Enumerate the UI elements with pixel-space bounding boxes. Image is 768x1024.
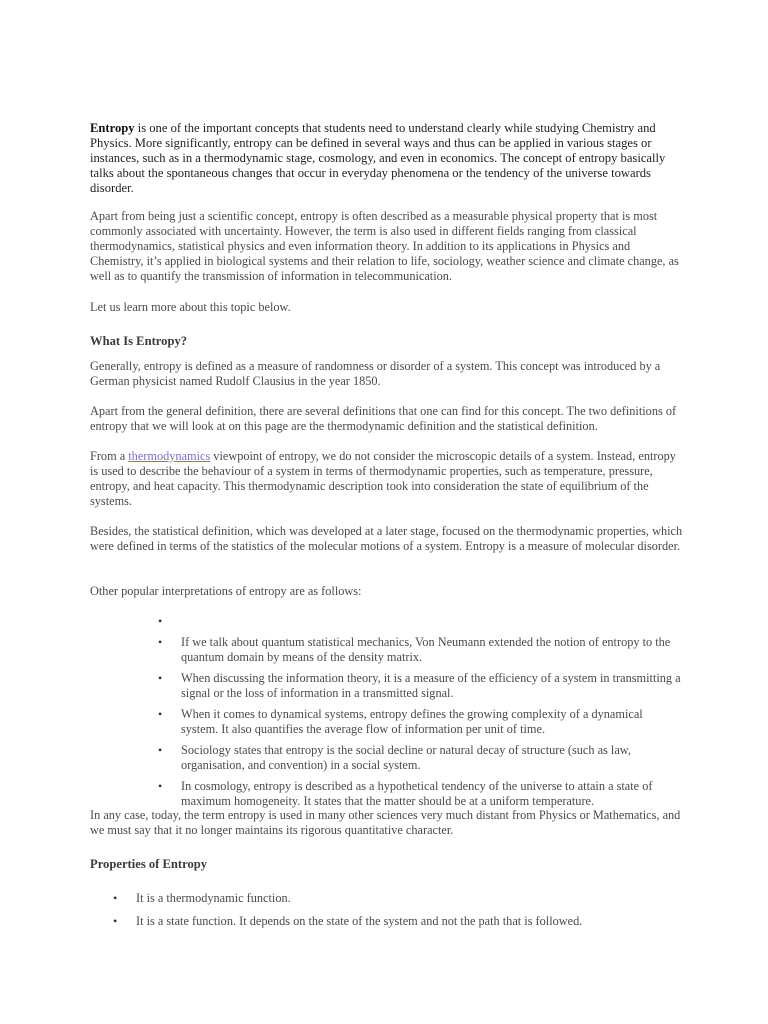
properties-list — [113, 891, 696, 937]
bullet-icon: • — [158, 743, 163, 757]
list-item: • When it comes to dynamical systems, entropy defines the growing complexity of a dynamical system. It also quantifies the average flow of information per unit of time. — [158, 707, 643, 736]
bullet-icon: • — [158, 707, 163, 721]
list-item: • Sociology states that entropy is the social decline or natural decay of structure (such as law, organisation, and convention) in a social system. — [158, 743, 631, 772]
definitions-paragraph: Apart from the general definition, there are several definitions that one can find for this concept. The two definitions of entropy that we will look at on this page are the thermodynamic definition and the statistical definition. — [90, 404, 677, 433]
scientific-paragraph: Apart from being just a scientific concept, entropy is often described as a measurable physical property that is most commonly associated with uncertainty. However, the term is also used in different fields ranging from classical thermodynamics, statistical physics and even information theory. In addition to its applications in Physics and Chemistry, it’s applied in biological systems and their relation to life, sociology, weather science and climate change, as well as to quantify the transmission of information in telecommunication. — [90, 209, 679, 283]
any-case-paragraph: In any case, today, the term entropy is used in many other sciences very much distant from Physics or Mathematics, and we must say that it no longer maintains its rigorous quantitative character. — [90, 808, 681, 837]
list-item: • It is a thermodynamic function. — [113, 891, 291, 905]
heading-properties: Properties of Entropy — [90, 857, 208, 871]
other-interpretations-paragraph: Other popular interpretations of entropy are as follows: — [90, 584, 362, 598]
interpretations-list — [158, 614, 681, 815]
intro-text: is one of the important concepts that students need to understand clearly while studying Chemistry and Physics. More significantly, entropy can be defined in several ways and thus can be applied in various stages or instances, such as in a thermodynamic stage, cosmology, and even in economics. The concept of entropy basically talks about the spontaneous changes that occur in everyday phenomena or the tendency of the universe towards disorder. — [90, 121, 666, 195]
list-item: • When discussing the information theory, it is a measure of the efficiency of a system in transmitting a signal or the loss of information in a transmitted signal. — [158, 671, 681, 700]
bullet-icon: • — [158, 671, 163, 685]
intro-paragraph — [90, 121, 685, 196]
list-item: • It is a state function. It depends on the state of the system and not the path that is followed. — [113, 914, 583, 928]
list-item: • If we talk about quantum statistical mechanics, Von Neumann extended the notion of entropy to the quantum domain by means of the density matrix. — [158, 635, 671, 664]
bullet-icon: • — [113, 891, 118, 905]
general-paragraph: Generally, entropy is defined as a measure of randomness or disorder of a system. This concept was introduced by a German physicist named Rudolf Clausius in the year 1850. — [90, 359, 661, 388]
statistical-paragraph: Besides, the statistical definition, which was developed at a later stage, focused on the thermodynamic properties, which were defined in terms of the statistics of the molecular motions of a system. Entropy is a measure of molecular disorder. — [90, 524, 683, 553]
list-item: • In cosmology, entropy is described as a hypothetical tendency of the universe to attain a state of maximum homogeneity. It states that the matter should be at a uniform temperature. — [158, 779, 653, 808]
bullet-icon: • — [158, 635, 163, 649]
bullet-icon: • — [158, 614, 163, 628]
thermo-suffix: viewpoint of entropy, we do not consider the microscopic details of a system. Instead, entropy is used to describe the behaviour of a system in terms of thermodynamic properties, such as temperature, pressure, entropy, and heat capacity. This thermodynamic description took into consideration the state of equilibrium of the systems. — [90, 449, 676, 508]
learn-paragraph: Let us learn more about this topic below. — [90, 300, 291, 314]
list-item — [158, 614, 681, 629]
heading-what-is-entropy: What Is Entropy? — [90, 334, 188, 348]
intro-term: Entropy — [90, 121, 135, 135]
bullet-icon: • — [158, 779, 163, 793]
thermodynamics-link[interactable]: thermodynamics — [128, 449, 211, 463]
thermodynamic-paragraph — [90, 449, 685, 509]
bullet-icon: • — [113, 914, 118, 928]
thermo-prefix: From a — [90, 449, 129, 463]
